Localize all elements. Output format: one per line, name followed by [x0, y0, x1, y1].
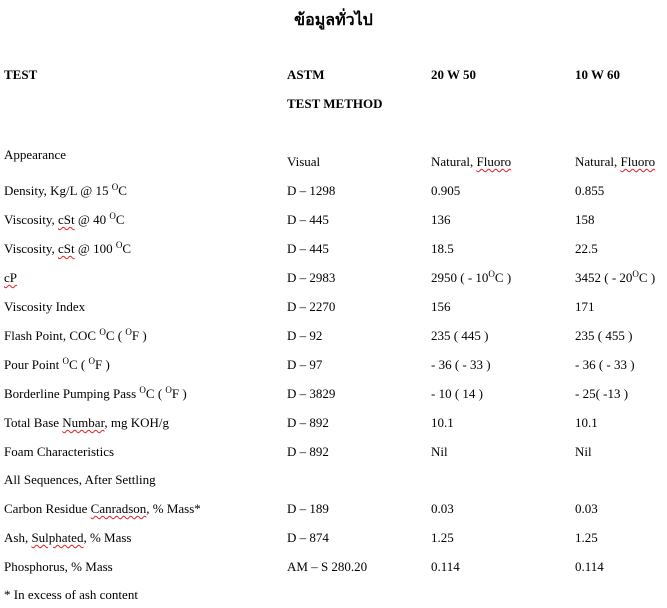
value-10w60: 235 ( 455 ) — [575, 328, 633, 343]
header-grade-20w50: 20 W 50 — [431, 67, 477, 82]
test-method: D – 445 — [287, 241, 329, 256]
test-text-misspelled: Numbar — [62, 415, 105, 430]
degree-mark: O — [632, 269, 639, 279]
value-20w50: 0.03 — [431, 501, 454, 516]
test-text: @ 40 — [74, 212, 110, 227]
value-text-misspelled: Fluoro — [476, 154, 512, 169]
degree-mark: O — [99, 327, 106, 337]
header-test: TEST — [4, 67, 38, 82]
test-name — [4, 501, 201, 517]
test-method: D – 892 — [287, 415, 329, 430]
value-10w60: 158 — [575, 212, 595, 227]
test-method: D – 2270 — [287, 299, 336, 314]
test-name — [4, 212, 125, 228]
test-text: Carbon Residue — [4, 501, 91, 516]
value-10w60 — [575, 154, 655, 170]
test-method: D – 445 — [287, 212, 329, 227]
test-text: F ) — [131, 328, 147, 343]
value-20w50: Nil — [431, 444, 448, 459]
test-name — [4, 270, 17, 286]
test-text-misspelled: Sulphated — [31, 530, 84, 545]
value-20w50: 18.5 — [431, 241, 454, 256]
test-method: D – 189 — [287, 501, 329, 516]
degree-mark: O — [109, 211, 116, 221]
value-text: C ) — [494, 270, 512, 285]
test-name — [4, 328, 147, 344]
value-text: C ) — [638, 270, 656, 285]
test-method: D – 892 — [287, 444, 329, 459]
test-text: Borderline Pumping Pass — [4, 386, 140, 401]
test-text: , % Mass* — [146, 501, 201, 516]
page-title: ข้อมูลทั่วไป — [294, 10, 373, 29]
value-10w60: 0.855 — [575, 183, 605, 198]
test-text: Ash, — [4, 530, 32, 545]
value-10w60: 171 — [575, 299, 595, 314]
test-text: C — [122, 241, 132, 256]
test-text-misspelled: cP — [4, 270, 17, 285]
test-text-misspelled: cSt — [58, 241, 75, 256]
test-method: D – 3829 — [287, 386, 336, 401]
value-10w60: 10.1 — [575, 415, 598, 430]
test-name — [4, 241, 131, 257]
degree-mark: O — [165, 385, 172, 395]
test-text: Total Base — [4, 415, 63, 430]
value-text-misspelled: Fluoro — [620, 154, 656, 169]
value-text: 3452 ( - 20 — [575, 270, 633, 285]
value-20w50: - 36 ( - 33 ) — [431, 357, 491, 372]
test-text: C ( — [69, 357, 89, 372]
value-10w60: 22.5 — [575, 241, 598, 256]
degree-mark: O — [62, 356, 70, 366]
degree-mark: O — [111, 182, 119, 192]
value-10w60: 0.03 — [575, 501, 598, 516]
test-method: Visual — [287, 154, 321, 169]
degree-mark: O — [488, 269, 495, 279]
test-text: F ) — [95, 357, 110, 372]
test-name: All Sequences, After Settling — [4, 472, 156, 487]
test-text: C ( — [105, 328, 126, 343]
value-20w50: 10.1 — [431, 415, 454, 430]
value-20w50: 156 — [431, 299, 451, 314]
header-grade-10w60: 10 W 60 — [575, 67, 621, 82]
test-text: C — [118, 183, 127, 198]
test-text: Flash Point, COC — [4, 328, 100, 343]
value-10w60: Nil — [575, 444, 592, 459]
test-name: Viscosity Index — [4, 299, 86, 314]
test-text: , mg KOH/g — [104, 415, 170, 430]
value-10w60: 1.25 — [575, 530, 598, 545]
degree-mark: O — [115, 240, 123, 250]
test-text: Viscosity, — [4, 241, 58, 256]
test-method: D – 1298 — [287, 183, 336, 198]
value-20w50 — [431, 270, 511, 286]
value-20w50: 235 ( 445 ) — [431, 328, 489, 343]
degree-mark: O — [125, 327, 132, 337]
test-text: C ( — [145, 386, 166, 401]
value-20w50 — [431, 154, 511, 170]
test-name — [4, 357, 110, 373]
value-20w50: 1.25 — [431, 530, 454, 545]
test-text-misspelled: cSt — [58, 212, 75, 227]
test-name — [4, 386, 187, 402]
test-name: Foam Characteristics — [4, 444, 115, 459]
value-20w50: 136 — [431, 212, 451, 227]
value-20w50: - 10 ( 14 ) — [431, 386, 483, 401]
test-method: D – 97 — [287, 357, 323, 372]
value-10w60 — [575, 270, 655, 286]
header-astm: ASTM — [287, 67, 325, 82]
test-method: AM – S 280.20 — [287, 559, 368, 574]
test-text: F ) — [171, 386, 187, 401]
test-name: Appearance — [4, 147, 67, 162]
test-name — [4, 530, 131, 546]
value-20w50: 0.114 — [431, 559, 460, 574]
test-text: Pour Point — [4, 357, 63, 372]
value-10w60: - 36 ( - 33 ) — [575, 357, 635, 372]
test-text: C — [115, 212, 125, 227]
footnote: * In excess of ash content — [4, 587, 138, 602]
test-text: @ 100 — [74, 241, 116, 256]
value-20w50: 0.905 — [431, 183, 461, 198]
degree-mark: O — [139, 385, 146, 395]
test-method: D – 874 — [287, 530, 329, 545]
test-method: D – 2983 — [287, 270, 336, 285]
test-text-misspelled: Canradson — [90, 501, 147, 516]
value-10w60: - 25( -13 ) — [575, 386, 629, 401]
degree-mark: O — [88, 356, 96, 366]
value-text: Natural, — [575, 154, 621, 169]
test-name: Phosphorus, % Mass — [4, 559, 113, 574]
test-name — [4, 183, 127, 199]
header-test-method: TEST METHOD — [287, 96, 383, 111]
test-text: Density, Kg/L @ 15 — [4, 183, 112, 198]
value-text: Natural, — [431, 154, 477, 169]
test-text: , % Mass — [83, 530, 132, 545]
value-text: 2950 ( - 10 — [431, 270, 489, 285]
test-name — [4, 415, 169, 431]
test-method: D – 92 — [287, 328, 323, 343]
test-text: Viscosity, — [4, 212, 58, 227]
value-10w60: 0.114 — [575, 559, 604, 574]
